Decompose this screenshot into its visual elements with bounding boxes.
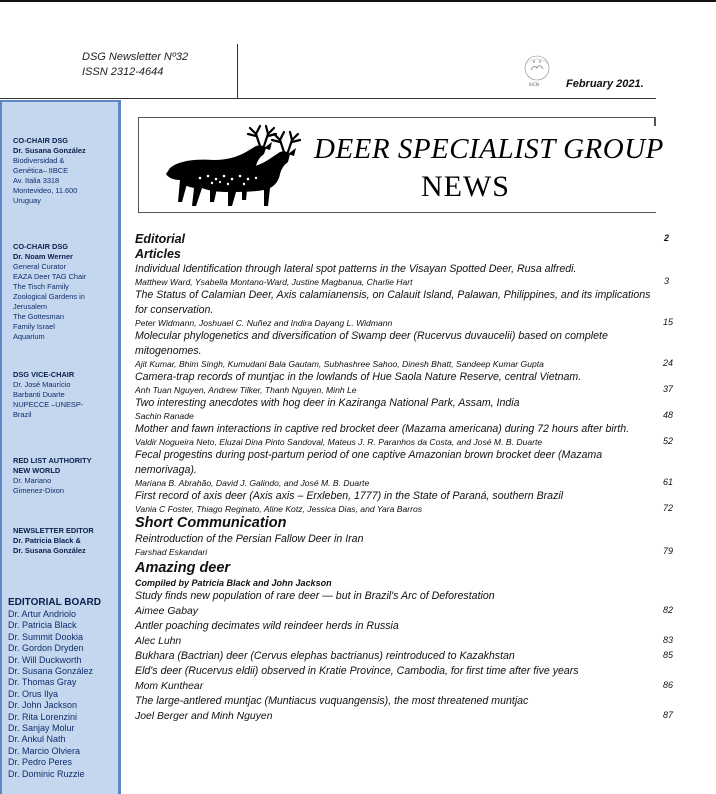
editor-name: Dr. Susana González: [13, 546, 86, 555]
article-authors: Farshad Eskandari 79: [135, 546, 673, 557]
board-member: Dr. Artur Andriolo: [8, 609, 77, 619]
page-number: 3: [663, 276, 669, 286]
affiliation-line: Jerusalem: [13, 302, 48, 311]
cochair-name: Dr. Noam Werner: [13, 252, 73, 261]
affiliation-line: Gimenez-Dixon: [13, 486, 64, 495]
page-number: 85: [662, 650, 673, 660]
board-member: Dr. Will Duckworth: [8, 654, 82, 665]
article-authors: Alec Luhn 83: [135, 635, 673, 647]
article-title: Fecal progestins during post-partum period of one captive Amazonian brown brocket deer (Mazama nemorivaga).: [135, 449, 603, 476]
article-authors: Mom Kunthear 86: [135, 680, 673, 692]
page-number: 83: [662, 635, 673, 645]
article-title: The Status of Calamian Deer, Axis calamianensis, on Calauit Island, Palawan, Philippines, and its implications for conservation.: [135, 289, 651, 316]
affiliation-line: Zoological Gardens in: [13, 292, 85, 301]
page-number: 86: [662, 680, 673, 690]
affiliation-line: Genética– IIBCE: [13, 166, 69, 175]
article-authors: Peter Widmann, Joshuael C. Nuñez and Indira Dayang L. Widmann 15: [135, 317, 673, 328]
page-number: 2: [663, 233, 669, 243]
affiliation-line: Biodiversidad &: [13, 156, 65, 165]
affiliation-line: Av. Italia 3318: [13, 176, 60, 185]
article-title: Bukhara (Bactrian) deer (Cervus elephas bactrianus) reintroduced to Kazakhstan 85: [135, 650, 673, 662]
board-title: EDITORIAL BOARD: [8, 597, 101, 608]
table-of-contents: [135, 232, 673, 724]
toc-editorial: [135, 232, 673, 247]
article-title: The large-antlered muntjac (Muntiacus vuquangensis), the most threatened muntjac: [135, 695, 529, 707]
issue-date: February 2021.: [566, 78, 644, 90]
page-number: 87: [662, 710, 673, 720]
header-divider: [237, 44, 238, 99]
board-member: Dr. Patricia Black: [8, 620, 77, 631]
vicechair-title: DSG VICE-CHAIR: [13, 370, 75, 379]
board-member: Dr. Orus Ilya: [8, 688, 59, 699]
affiliation-line: EAZA Deer TAG Chair: [13, 272, 87, 281]
affiliation-line: General Curator: [13, 262, 66, 271]
board-member: Dr. Gordon Dryden: [8, 643, 84, 654]
sidebar-divider: [120, 100, 121, 794]
affiliation-line: The Tisch Family: [13, 282, 69, 291]
article-authors: Joel Berger and Minh Nguyen 87: [135, 710, 673, 722]
issue-number: DSG Newsletter Nº32: [82, 51, 189, 63]
page-number: 15: [662, 317, 673, 327]
cochair-title: CO-CHAIR DSG: [13, 242, 69, 251]
cochair-title: CO-CHAIR DSG: [13, 136, 69, 145]
article-authors: Matthew Ward, Ysabella Montano-Ward, Justine Magbanua, Charlie Hart 3: [135, 276, 669, 287]
article-title: Reintroduction of the Persian Fallow Deer in Iran: [135, 533, 364, 545]
vicechair-block: [13, 370, 83, 420]
banner-title: DEER SPECIALIST GROUP: [314, 133, 664, 165]
page-number: 61: [662, 477, 673, 487]
header-rule: [0, 98, 656, 99]
board-member: Dr. Thomas Gray: [8, 677, 77, 688]
article-title: Two interesting anecdotes with hog deer in Kaziranga National Park, Assam, India: [135, 397, 520, 409]
compiled-by: Compiled by Patricia Black and John Jackson: [135, 578, 332, 588]
editorial-board: [8, 596, 101, 780]
affiliation-line: Aquarium: [13, 332, 45, 341]
article-authors: Anh Tuan Nguyen, Andrew Tilker, Thanh Nguyen, Minh Le 37: [135, 384, 673, 395]
article-title: Study finds new population of rare deer — but in Brazil's Arc of Deforestation: [135, 590, 495, 602]
issn: ISSN 2312-4644: [82, 66, 164, 78]
affiliation-line: NUPECCE –UNESP-: [13, 400, 84, 409]
article-title: Individual Identification through lateral spot patterns in the Visayan Spotted Deer, Rusa alfredi.: [135, 263, 577, 275]
board-member: Dr. Marcio Olviera: [8, 745, 81, 756]
article-title: Eld's deer (Rucervus eldii) observed in Kratie Province, Cambodia, for first time after five years: [135, 665, 579, 677]
board-member: Dr. John Jackson: [8, 700, 78, 711]
page-number: 79: [662, 546, 673, 556]
editor-title: NEWSLETTER EDITOR: [13, 526, 94, 535]
seal-label: IUCN: [529, 82, 539, 87]
top-border: [0, 0, 716, 2]
affiliation-line: Brazil: [13, 410, 32, 419]
page-number: 82: [662, 605, 673, 615]
article-title: Molecular phylogenetics and diversification of Swamp deer (Rucervus duvaucelii) based on complete mitogenomes.: [135, 330, 608, 357]
affiliation-line: Uruguay: [13, 196, 41, 205]
article-authors: Mariana B. Abrahão, David J. Galindo, and José M. B. Duarte 61: [135, 477, 673, 488]
article-title: Camera-trap records of muntjac in the lowlands of Hue Saola Nature Reserve, central Vietnam.: [135, 371, 582, 383]
redlist-block: [13, 456, 92, 496]
cochair-name: Dr. Susana González: [13, 146, 86, 155]
redlist-title: NEW WORLD: [13, 466, 61, 475]
cochair-block-1: [13, 136, 86, 206]
board-member: Dr. Summit Dookia: [8, 631, 84, 642]
banner-corner: [654, 117, 656, 126]
page-number: 72: [662, 503, 673, 513]
board-member: Dr. Sanjay Molur: [8, 723, 75, 734]
article-authors: Aimee Gabay 82: [135, 605, 673, 617]
board-member: Dr. Dominic Ruzzie: [8, 768, 85, 779]
article-title: Mother and fawn interactions in captive red brocket deer (Mazama americana) during 72 hours after birth.: [135, 423, 630, 435]
cochair-block-2: [13, 242, 86, 342]
board-member: Dr. Ankul Nath: [8, 734, 66, 745]
deer-silhouette-icon: [152, 122, 322, 208]
redlist-title: RED LIST AUTHORITY: [13, 456, 92, 465]
article-title: Antler poaching decimates wild reindeer herds in Russia: [135, 620, 399, 632]
affiliation-line: Family Israel: [13, 322, 55, 331]
section-heading: Editorial: [135, 232, 186, 246]
article-authors: Vania C Foster, Thiago Reginato, Aline Kotz, Jessica Dias, and Yara Barros 72: [135, 503, 673, 514]
banner-subtitle: NEWS: [421, 170, 510, 203]
newsletter-masthead: [82, 50, 188, 80]
affiliation-line: Dr. Mariano: [13, 476, 52, 485]
affiliation-line: Dr. José Maurício: [13, 380, 71, 389]
affiliation-line: The Gottesman: [13, 312, 64, 321]
section-heading-short-communication: Short Communication: [135, 515, 287, 531]
article-authors: Valdir Nogueira Neto, Eluzai Dina Pinto Sandoval, Mateus J. R. Paranhos da Costa, and José M. B. Duarte 52: [135, 436, 673, 447]
page-number: 48: [662, 410, 673, 420]
affiliation-line: Montevideo, 11.600: [13, 186, 78, 195]
section-heading-articles: Articles: [135, 247, 181, 261]
page-number: 24: [662, 358, 673, 368]
article-authors: Ajit Kumar, Bhim Singh, Kumudani Bala Gautam, Subhashree Sahoo, Dinesh Bhatt, Sandeep Kumar Gupta 24: [135, 358, 673, 369]
page-number: 52: [662, 436, 673, 446]
editor-block: [13, 526, 94, 556]
article-title: First record of axis deer (Axis axis – Erxleben, 1777) in the State of Paraná, southern Brazil: [135, 490, 564, 502]
article-authors: Sachin Ranade 48: [135, 410, 673, 421]
affiliation-line: Barbanti Duarte: [13, 390, 65, 399]
page-number: 37: [662, 384, 673, 394]
editor-name: Dr. Patricia Black &: [13, 536, 81, 545]
board-member: Dr. Susana González: [8, 666, 94, 677]
section-heading-amazing-deer: Amazing deer: [135, 560, 231, 576]
board-member: Dr. Pedro Peres: [8, 757, 73, 768]
board-member: Dr. Rita Lorenzini: [8, 711, 78, 722]
